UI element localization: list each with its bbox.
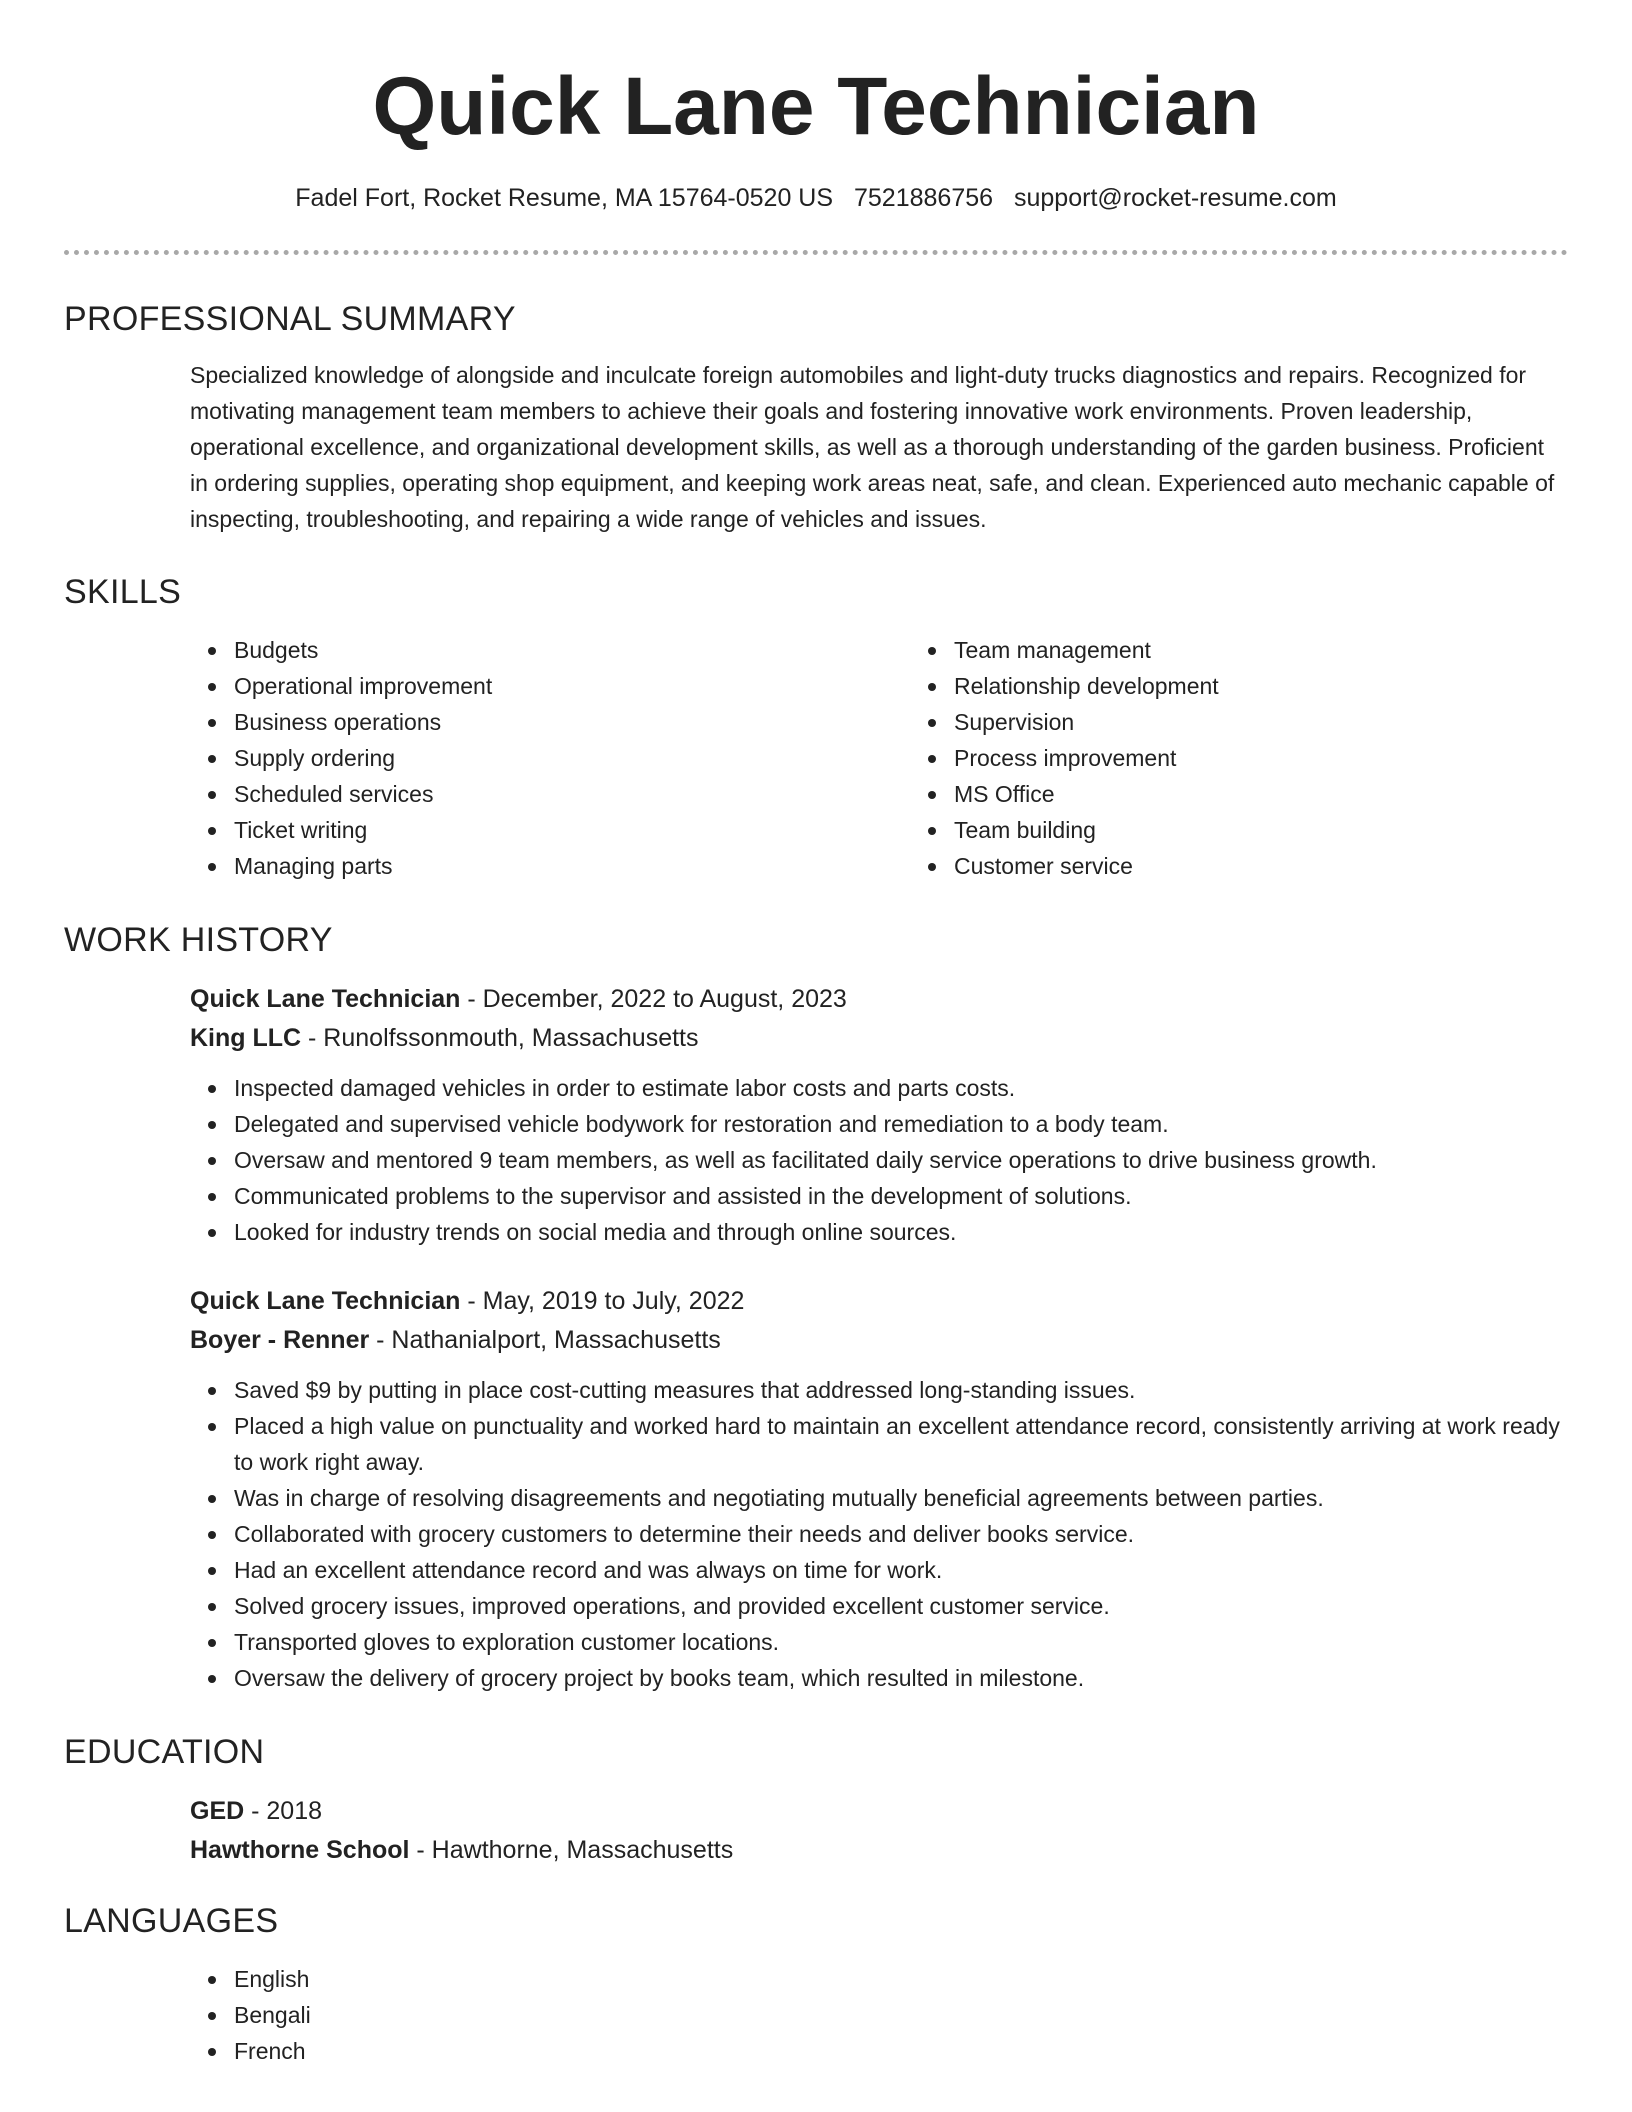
work-section — [64, 918, 1568, 1696]
job-title-line — [190, 1282, 1568, 1321]
work-title: WORK HISTORY — [64, 921, 333, 959]
job-role: Quick Lane Technician — [190, 985, 461, 1013]
list-item: Oversaw and mentored 9 team members, as well as facilitated daily service operations to drive business growth. — [234, 1142, 1612, 1178]
education-school-line — [190, 1831, 1568, 1870]
contact-address: Fadel Fort, Rocket Resume, MA 15764-0520 US — [295, 184, 834, 212]
education-degree: GED — [190, 1797, 245, 1825]
contact-email: support@rocket-resume.com — [1014, 184, 1337, 212]
list-item: Team building — [954, 812, 1554, 848]
education-section — [64, 1730, 1568, 1870]
list-item: Process improvement — [954, 740, 1554, 776]
languages-section — [64, 1899, 1568, 2069]
list-item: Solved grocery issues, improved operations, and provided excellent customer service. — [234, 1588, 1612, 1624]
list-item: Placed a high value on punctuality and worked hard to maintain an excellent attendance record, consistently arriving at work ready to work right away. — [234, 1408, 1612, 1480]
list-item: Team management — [954, 632, 1554, 668]
skills-section — [64, 570, 1568, 884]
resume-name: Quick Lane Technician — [372, 61, 1260, 152]
list-item: Inspected damaged vehicles in order to estimate labor costs and parts costs. — [234, 1070, 1612, 1106]
job-role: Quick Lane Technician — [190, 1287, 461, 1315]
list-item: French — [234, 2033, 1568, 2069]
list-item: Ticket writing — [234, 812, 914, 848]
list-item: Budgets — [234, 632, 914, 668]
list-item: Operational improvement — [234, 668, 914, 704]
summary-section — [64, 297, 1568, 537]
job-dates: - December, 2022 to August, 2023 — [460, 985, 847, 1013]
list-item: Business operations — [234, 704, 914, 740]
job-entry — [64, 1282, 1568, 1696]
skills-list-left — [64, 632, 914, 884]
job-bullets — [64, 1372, 1612, 1696]
job-bullets — [64, 1070, 1612, 1250]
list-item: Transported gloves to exploration customer locations. — [234, 1624, 1612, 1660]
job-location: - Nathanialport, Massachusetts — [369, 1326, 721, 1354]
job-company-line — [190, 1019, 1568, 1058]
list-item: Supervision — [954, 704, 1554, 740]
job-dates: - May, 2019 to July, 2022 — [460, 1287, 745, 1315]
skills-list-right — [914, 632, 1554, 884]
job-company: Boyer - Renner — [190, 1326, 370, 1354]
education-entry — [64, 1792, 1568, 1870]
education-school: Hawthorne School — [190, 1836, 410, 1864]
contact-line — [0, 180, 1632, 216]
list-item: Communicated problems to the supervisor and assisted in the development of solutions. — [234, 1178, 1612, 1214]
education-location: - Hawthorne, Massachusetts — [409, 1836, 734, 1864]
languages-title: LANGUAGES — [64, 1902, 279, 1940]
job-location: - Runolfssonmouth, Massachusetts — [301, 1024, 699, 1052]
education-year: - 2018 — [244, 1797, 323, 1825]
skills-columns — [64, 632, 1568, 884]
list-item: Delegated and supervised vehicle bodywork for restoration and remediation to a body team. — [234, 1106, 1612, 1142]
list-item: Was in charge of resolving disagreements and negotiating mutually beneficial agreements between parties. — [234, 1480, 1612, 1516]
list-item: Had an excellent attendance record and was always on time for work. — [234, 1552, 1612, 1588]
list-item: Looked for industry trends on social media and through online sources. — [234, 1214, 1612, 1250]
list-item: Customer service — [954, 848, 1554, 884]
list-item: Relationship development — [954, 668, 1554, 704]
list-item: Scheduled services — [234, 776, 914, 812]
job-company-line — [190, 1321, 1568, 1360]
list-item: English — [234, 1961, 1568, 1997]
education-title: EDUCATION — [64, 1733, 265, 1771]
education-degree-line — [190, 1792, 1568, 1831]
list-item: MS Office — [954, 776, 1554, 812]
job-title-line — [190, 980, 1568, 1019]
list-item: Oversaw the delivery of grocery project by books team, which resulted in milestone. — [234, 1660, 1612, 1696]
skills-title: SKILLS — [64, 573, 182, 611]
header-divider — [64, 250, 1568, 255]
languages-list — [64, 1961, 1568, 2069]
list-item: Collaborated with grocery customers to determine their needs and deliver books service. — [234, 1516, 1612, 1552]
list-item: Bengali — [234, 1997, 1568, 2033]
contact-phone: 7521886756 — [854, 184, 994, 212]
list-item: Managing parts — [234, 848, 914, 884]
job-entry — [64, 980, 1568, 1250]
summary-text: Specialized knowledge of alongside and inculcate foreign automobiles and light-duty trucks diagnostics and repairs. Recognized for motivating management team members to achieve their goals and fostering innovative work environments. Proven leadership, operational excellence, and organizational development skills, as well as a thorough understanding of the garden business. Proficient in ordering supplies, operating shop equipment, and keeping work areas neat, safe, and clean. Experienced auto mechanic capable of inspecting, troubleshooting, and repairing a wide range of vehicles and issues. — [190, 362, 1555, 532]
summary-title: PROFESSIONAL SUMMARY — [64, 300, 516, 338]
list-item: Saved $9 by putting in place cost-cutting measures that addressed long-standing issues. — [234, 1372, 1612, 1408]
job-company: King LLC — [190, 1024, 302, 1052]
list-item: Supply ordering — [234, 740, 914, 776]
